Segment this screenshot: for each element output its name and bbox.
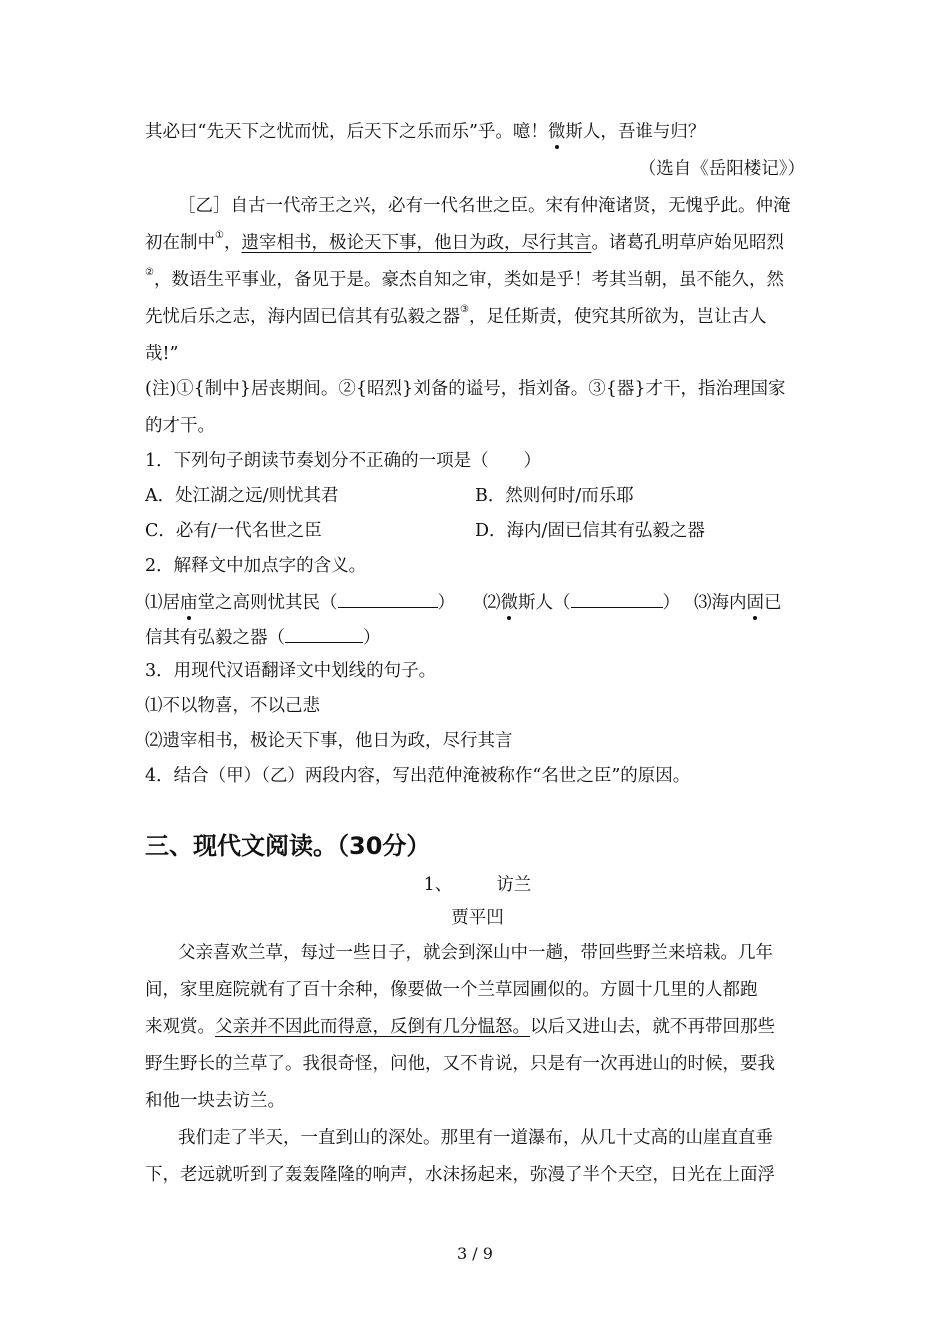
underlined-sentence: 遗宰相书，极论天下事，他日为政，尽行其言 (241, 233, 592, 253)
essay-line: 我们走了半天，一直到山的深处。那里有一道瀑布，从几十丈高的山崖直直垂 (178, 1128, 773, 1148)
annotation-line: 的才干。 (145, 416, 215, 436)
essay-line: 间，家里庭院就有了百十余种，像要做一个兰草园圃似的。方圆十几里的人都跑 (145, 980, 758, 1000)
dotted-char: 微 (500, 593, 518, 613)
question-1: 1．下列句子朗读节奏划分不正确的一项是（ ） (145, 451, 542, 471)
dotted-char: 固 (746, 593, 764, 613)
option-c: C．必有/一代名世之臣 (145, 521, 322, 541)
passage-b-line: ②，数语生平事业，备见于是。豪杰自知之审，类如是乎！考其当朝，虽不能久，然 (145, 267, 784, 290)
essay-line: 下，老远就听到了轰轰隆隆的响声，水沫扬起来，弥漫了半个天空，日光在上面浮 (145, 1165, 775, 1185)
passage-b-line: ［乙］自古一代帝王之兴，必有一代名世之臣。宋有仲淹诸贤，无愧乎此。仲淹 (178, 196, 791, 216)
answer-blank[interactable] (571, 589, 663, 608)
question-2-items: 信其有弘毅之器（ ） (145, 624, 810, 650)
essay-line: 父亲喜欢兰草，每过一些日子，就会到深山中一趟，带回些野兰来培栽。几年 (178, 943, 773, 963)
question-1-options (145, 484, 810, 508)
footnote-marker: ① (215, 230, 224, 241)
passage-b-line: 哉!” (145, 344, 179, 364)
essay-line: 野生野长的兰草了。我很奇怪，问他，又不肯说，只是有一次再进山的时候，要我 (145, 1054, 775, 1074)
answer-blank[interactable] (338, 589, 438, 608)
section-heading: 三、现代文阅读。（30分） (145, 832, 431, 860)
passage-a-source: （选自《岳阳楼记》） (638, 159, 805, 179)
option-d: D．海内/固已信其有弘毅之器 (475, 521, 705, 541)
question-3-item: ⑵遗宰相书，极论天下事，他日为政，尽行其言 (145, 731, 513, 751)
footnote-marker: ③ (460, 304, 469, 315)
passage-b-line: 初在制中①，遗宰相书，极论天下事，他日为政，尽行其言。诸葛孔明草庐始见昭烈 (145, 230, 784, 253)
passage-b-line: 先忧后乐之志，海内固已信其有弘毅之器③，足任斯责，使究其所欲为，岂让古人 (145, 304, 767, 327)
option-b: B．然则何时/而乐耶 (475, 486, 634, 506)
page-number: 3 / 9 (457, 1244, 493, 1263)
answer-blank[interactable] (285, 624, 363, 643)
question-2-items: ⑴居庙堂之高则忧其民（ ） ⑵微斯人（ ） ⑶海内固已 (145, 589, 810, 615)
dotted-char: 微 (547, 122, 566, 142)
passage-a-line: 其必曰“先天下之忧而忧，后天下之乐而乐”乎。噫！微斯人，吾谁与归？ (145, 122, 706, 142)
question-2: 2．解释文中加点字的含义。 (145, 556, 367, 576)
annotation-line: (注)①{制中}居丧期间。②{昭烈}刘备的谥号，指刘备。③{器}才干，指治理国家 (145, 379, 786, 399)
essay-line: 来观赏。父亲并不因此而得意，反倒有几分愠怒。以后又进山去，就不再带回那些 (145, 1017, 775, 1037)
underlined-sentence: 父亲并不因此而得意，反倒有几分愠怒。 (215, 1017, 530, 1037)
question-3: 3．用现代汉语翻译文中划线的句子。 (145, 661, 437, 681)
essay-author: 贾平凹 (451, 908, 504, 928)
dotted-char: 庙 (180, 593, 198, 613)
essay-title: 1、 访兰 (423, 875, 532, 895)
question-1-options (145, 519, 810, 543)
question-3-item: ⑴不以物喜，不以己悲 (145, 696, 320, 716)
option-a: A．处江湖之远/则忧其君 (145, 486, 339, 506)
question-4: 4．结合（甲）（乙）两段内容，写出范仲淹被称作“名世之臣”的原因。 (145, 766, 691, 786)
essay-line: 和他一块去访兰。 (145, 1091, 285, 1111)
footnote-marker: ② (145, 267, 154, 278)
